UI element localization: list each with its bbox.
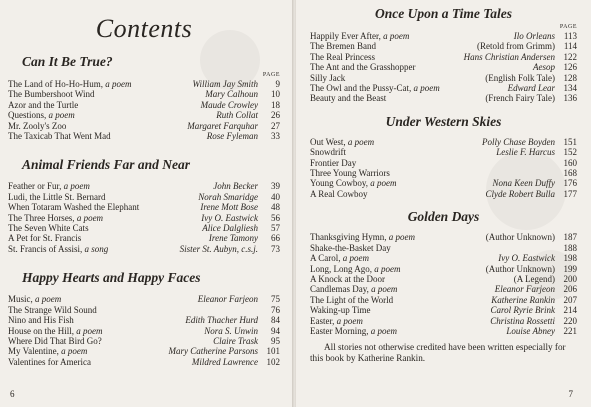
entry-author: Ilo Orleans	[513, 31, 555, 41]
toc-entry	[310, 73, 577, 83]
entry-author: Mary Calhoun	[205, 89, 258, 100]
toc-entry	[310, 93, 577, 103]
entry-title	[310, 253, 498, 263]
entry-title-text: Long, Long Ago,	[310, 263, 375, 274]
entry-title	[310, 41, 477, 51]
entry-title-text: Snowdrift	[310, 147, 346, 158]
entry-title-text: St. Francis of Assisi,	[8, 243, 85, 254]
entry-title	[310, 83, 508, 93]
toc-entry	[310, 305, 577, 315]
entry-author: (Author Unknown)	[485, 232, 555, 243]
entry-form-label: a poem	[342, 253, 369, 264]
entry-title-text: Where Did That Bird Go?	[8, 335, 102, 346]
entry-form-label: a poem	[61, 346, 88, 357]
entry-page-number: 200	[563, 273, 577, 284]
entry-author: Mary Catherine Parsons	[168, 346, 258, 357]
page-column-label: PAGE	[262, 72, 280, 78]
entry-author: Clyde Robert Bulla	[485, 188, 555, 199]
entry-title	[310, 274, 514, 284]
entry-page-number: 214	[563, 305, 577, 316]
entry-form-label: a poem	[48, 110, 75, 121]
entry-form-label: a poem	[413, 83, 440, 94]
entry-author: Eleanor Farjeon	[494, 284, 555, 295]
entry-author: Margaret Farquhar	[187, 120, 258, 131]
toc-entry	[310, 31, 577, 41]
entry-title	[8, 223, 202, 233]
entry-page-number: 76	[271, 304, 280, 315]
entry-form-label: a poem	[63, 181, 90, 192]
entry-page-number: 26	[271, 110, 280, 121]
entry-form-label: a poem	[35, 294, 62, 305]
entry-title-text: Valentines for America	[8, 356, 91, 367]
entry-title-text: Mr. Zooly's Zoo	[8, 120, 67, 131]
entry-title-text: Feather or Fur,	[8, 181, 64, 192]
entry-title-text: The Bumbershoot Wind	[8, 89, 95, 100]
toc-entry	[8, 294, 280, 304]
toc-entry	[310, 243, 577, 253]
entry-title	[8, 121, 187, 131]
entry-list	[310, 31, 577, 104]
entry-title	[8, 346, 169, 356]
entry-author: Eleanor Farjeon	[197, 294, 258, 305]
entry-author: Leslie F. Harcus	[496, 147, 555, 158]
section-title: Golden Days	[407, 209, 480, 225]
toc-entry	[8, 213, 280, 223]
entry-title	[310, 326, 506, 336]
page-number: 6	[10, 389, 15, 399]
section-once-upon-a-time	[310, 6, 577, 104]
entry-title-text: The Owl and the Pussy-Cat,	[310, 83, 414, 94]
entry-title	[310, 62, 533, 72]
entry-author: (English Folk Tale)	[485, 72, 555, 83]
entry-title-text: Beauty and the Beast	[310, 93, 387, 104]
toc-entry	[8, 192, 280, 202]
entry-author: Maude Crowley	[200, 99, 258, 110]
entry-title	[8, 305, 258, 315]
entry-page-number: 177	[563, 188, 577, 199]
entry-page-number: 168	[563, 168, 577, 179]
entry-page-number: 56	[271, 212, 280, 223]
entry-form-label: a poem	[76, 325, 103, 336]
entry-title-text: The Three Horses,	[8, 212, 77, 223]
section-title: Happy Hearts and Happy Faces	[22, 270, 201, 286]
entry-title	[8, 294, 198, 304]
entry-form-label: a poem	[336, 315, 363, 326]
entry-page-number: 75	[271, 294, 280, 305]
entry-title-text: A Real Cowboy	[310, 188, 368, 199]
page-title: Contents	[95, 14, 193, 43]
toc-entry	[8, 233, 280, 243]
entry-page-number: 57	[271, 223, 280, 234]
entry-title	[8, 336, 213, 346]
entry-title	[310, 305, 491, 315]
entry-form-label: a poem	[370, 325, 397, 336]
entry-form-label: a poem	[371, 284, 398, 295]
section-title: Animal Friends Far and Near	[22, 157, 191, 173]
entry-page-number: 151	[563, 136, 577, 147]
entry-title-text: Easter Morning,	[310, 325, 371, 336]
entry-page-number: 128	[563, 72, 577, 83]
toc-entry	[8, 89, 280, 99]
entry-author: (Author Unknown)	[485, 263, 555, 274]
entry-author: Claire Trask	[213, 335, 258, 346]
toc-entry	[310, 232, 577, 242]
toc-entry	[310, 52, 577, 62]
entry-title	[8, 192, 198, 202]
entry-page-number: 187	[563, 232, 577, 243]
entry-page-number: 152	[563, 147, 577, 158]
entry-author: (French Fairy Tale)	[485, 93, 555, 104]
section-title: Once Upon a Time Tales	[375, 6, 512, 21]
entry-page-number: 206	[563, 284, 577, 295]
entry-title-text: The Ant and the Grasshopper	[310, 62, 416, 73]
entry-page-number: 95	[271, 335, 280, 346]
section-title: Under Western Skies	[385, 113, 502, 129]
entry-title	[8, 131, 207, 141]
credit-note: All stories not otherwise credited have been written especially for this book by Katherine Rankin.	[310, 342, 566, 364]
entry-title	[310, 316, 490, 326]
entry-page-number: 40	[271, 191, 280, 202]
entry-title	[310, 232, 486, 242]
entry-title	[8, 79, 193, 89]
entry-author: (Retold from Grimm)	[477, 41, 555, 52]
entry-page-number: 66	[271, 233, 280, 244]
entry-author: Sister St. Aubyn, c.s.j.	[179, 243, 258, 254]
section-title: Can It Be True?	[22, 54, 113, 69]
entry-page-number: 207	[563, 294, 577, 305]
entry-page-number: 94	[271, 325, 280, 336]
entry-author: Christina Rossetti	[490, 315, 555, 326]
entry-author: Hans Christian Andersen	[463, 51, 555, 62]
entry-title	[310, 73, 485, 83]
entry-page-number: 73	[271, 243, 280, 254]
entry-list	[8, 294, 280, 367]
entry-author: Norah Smaridge	[198, 191, 258, 202]
entry-author: Nora S. Unwin	[204, 325, 258, 336]
entry-title	[8, 202, 200, 212]
entry-author: Louise Abney	[506, 325, 555, 336]
entry-title-text: Thanksgiving Hymn,	[310, 232, 389, 243]
toc-entry	[310, 41, 577, 51]
entry-author: Irene Mott Bose	[200, 202, 258, 213]
entry-author: Katherine Rankin	[491, 294, 555, 305]
entry-title-text: My Valentine,	[8, 346, 62, 357]
entry-page-number: 39	[271, 181, 280, 192]
entry-page-number: 198	[563, 253, 577, 264]
entry-title	[310, 295, 491, 305]
entry-title-text: The Light of the World	[310, 294, 394, 305]
entry-title-text: The Bremen Band	[310, 41, 376, 52]
entry-page-number: 136	[563, 93, 577, 104]
entry-author: Nona Keen Duffy	[492, 178, 555, 189]
entry-title-text: Young Cowboy,	[310, 178, 371, 189]
toc-entry	[8, 100, 280, 110]
page-column-label: PAGE	[559, 24, 577, 30]
toc-entry	[8, 202, 280, 212]
entry-title-text: Frontier Day	[310, 157, 357, 168]
entry-title	[310, 178, 493, 188]
entry-form-label: a poem	[374, 263, 401, 274]
entry-title	[8, 357, 192, 367]
entry-title	[8, 244, 180, 254]
entry-title-text: Ludi, the Little St. Bernard	[8, 191, 106, 202]
entry-author: Ivy O. Eastwick	[201, 212, 258, 223]
entry-author: (A Legend)	[513, 273, 555, 284]
entry-author: Edith Thacher Hurd	[185, 315, 258, 326]
entry-author: Carol Ryrie Brink	[490, 305, 555, 316]
entry-author: Mildred Lawrence	[191, 356, 258, 367]
entry-title-text: Out West,	[310, 136, 348, 147]
toc-entry	[8, 121, 280, 131]
entry-title-text: A Carol,	[310, 253, 343, 264]
entry-title	[310, 189, 486, 199]
entry-author: Aesop	[533, 62, 555, 73]
entry-author: Ruth Collat	[216, 110, 258, 121]
entry-title	[310, 52, 464, 62]
entry-page-number: 27	[271, 120, 280, 131]
entry-title	[8, 213, 201, 223]
entry-title-text: Candlemas Day,	[310, 284, 372, 295]
entry-title	[8, 326, 204, 336]
toc-entry	[8, 131, 280, 141]
toc-entry	[8, 305, 280, 315]
entry-title-text: Questions,	[8, 110, 49, 121]
entry-page-number: 114	[563, 41, 577, 52]
entry-page-number: 221	[563, 325, 577, 336]
entry-page-number: 134	[563, 83, 577, 94]
section-happy-hearts	[8, 270, 280, 367]
toc-entry	[8, 110, 280, 120]
toc-entry	[8, 336, 280, 346]
entry-title-text: When Totaram Washed the Elephant	[8, 202, 140, 213]
entry-page-number: 188	[563, 242, 577, 253]
entry-page-number: 122	[563, 51, 577, 62]
entry-title	[310, 93, 485, 103]
entry-title-text: House on the Hill,	[8, 325, 77, 336]
entry-title	[310, 264, 486, 274]
entry-author: Rose Fyleman	[206, 131, 258, 142]
entry-title-text: Shake-the-Basket Day	[310, 242, 391, 253]
page-number: 7	[568, 389, 573, 399]
entry-title	[8, 110, 216, 120]
toc-entry	[8, 315, 280, 325]
entry-form-label: a poem	[76, 212, 104, 223]
entry-title-text: A Knock at the Door	[310, 273, 385, 284]
entry-author: Alice Dalgliesh	[202, 223, 258, 234]
entry-form-label: a poem	[388, 232, 415, 243]
entry-author: Edward Lear	[507, 83, 555, 94]
entry-title-text: A Pet for St. Francis	[8, 233, 82, 244]
entry-form-label: a poem	[370, 178, 397, 189]
entry-page-number: 9	[275, 79, 280, 89]
section-animal-friends	[8, 157, 280, 254]
entry-title-text: Happily Ever After,	[310, 31, 384, 41]
entry-page-number: 220	[563, 315, 577, 326]
entry-title	[310, 137, 482, 147]
entry-title	[8, 315, 185, 325]
entry-author: Ivy O. Eastwick	[498, 253, 555, 264]
entry-title-text: Easter,	[310, 315, 337, 326]
entry-page-number: 199	[563, 263, 577, 274]
toc-entry	[8, 357, 280, 367]
toc-entry	[310, 137, 577, 147]
entry-form-label: a poem	[347, 136, 375, 147]
toc-entry	[8, 244, 280, 254]
entry-title-text: Nino and His Fish	[8, 315, 74, 326]
toc-entry	[8, 181, 280, 191]
entry-title-text: Three Young Warriors	[310, 168, 390, 179]
entry-title-text: The Seven White Cats	[8, 223, 89, 234]
entry-title	[310, 284, 495, 294]
entry-title-text: The Real Princess	[310, 51, 375, 62]
entry-title	[8, 89, 205, 99]
toc-entry	[8, 326, 280, 336]
entry-page-number: 10	[271, 89, 280, 100]
entry-title-text: Azor and the Turtle	[8, 99, 79, 110]
entry-page-number: 18	[271, 99, 280, 110]
entry-title-text: Waking-up Time	[310, 305, 371, 316]
entry-page-number: 113	[563, 31, 577, 41]
entry-page-number: 126	[563, 62, 577, 73]
entry-title-text: The Strange Wild Sound	[8, 304, 97, 315]
entry-title	[310, 31, 514, 41]
entry-page-number: 176	[563, 178, 577, 189]
entry-page-number: 33	[271, 131, 280, 142]
entry-form-label: a poem	[383, 31, 410, 41]
entry-title-text: Music,	[8, 294, 35, 305]
entry-title-text: Silly Jack	[310, 72, 346, 83]
entry-form-label: a poem	[105, 79, 132, 89]
entry-author: Irene Tamony	[208, 233, 258, 244]
entry-title	[8, 100, 201, 110]
entry-title-text: The Land of Ho-Ho-Hum,	[8, 79, 106, 89]
left-page	[0, 0, 294, 407]
entry-page-number: 102	[266, 356, 280, 367]
entry-author: William Jay Smith	[192, 79, 258, 89]
entry-form-label: a song	[84, 243, 109, 254]
toc-entry	[310, 83, 577, 93]
toc-entry	[8, 346, 280, 356]
entry-list	[8, 181, 280, 254]
entry-title-text: The Taxicab That Went Mad	[8, 131, 111, 142]
toc-entry	[310, 62, 577, 72]
entry-page-number: 160	[563, 157, 577, 168]
entry-title	[8, 181, 213, 191]
entry-title	[310, 147, 496, 157]
toc-entry	[310, 326, 577, 336]
entry-author: Polly Chase Boyden	[482, 136, 555, 147]
entry-title	[310, 243, 555, 253]
entry-page-number: 84	[271, 315, 280, 326]
toc-entry	[8, 223, 280, 233]
entry-page-number: 48	[271, 202, 280, 213]
right-page	[296, 0, 591, 407]
toc-entry	[310, 316, 577, 326]
entry-title	[8, 233, 209, 243]
entry-page-number: 101	[266, 346, 280, 357]
entry-author: John Becker	[213, 181, 258, 192]
